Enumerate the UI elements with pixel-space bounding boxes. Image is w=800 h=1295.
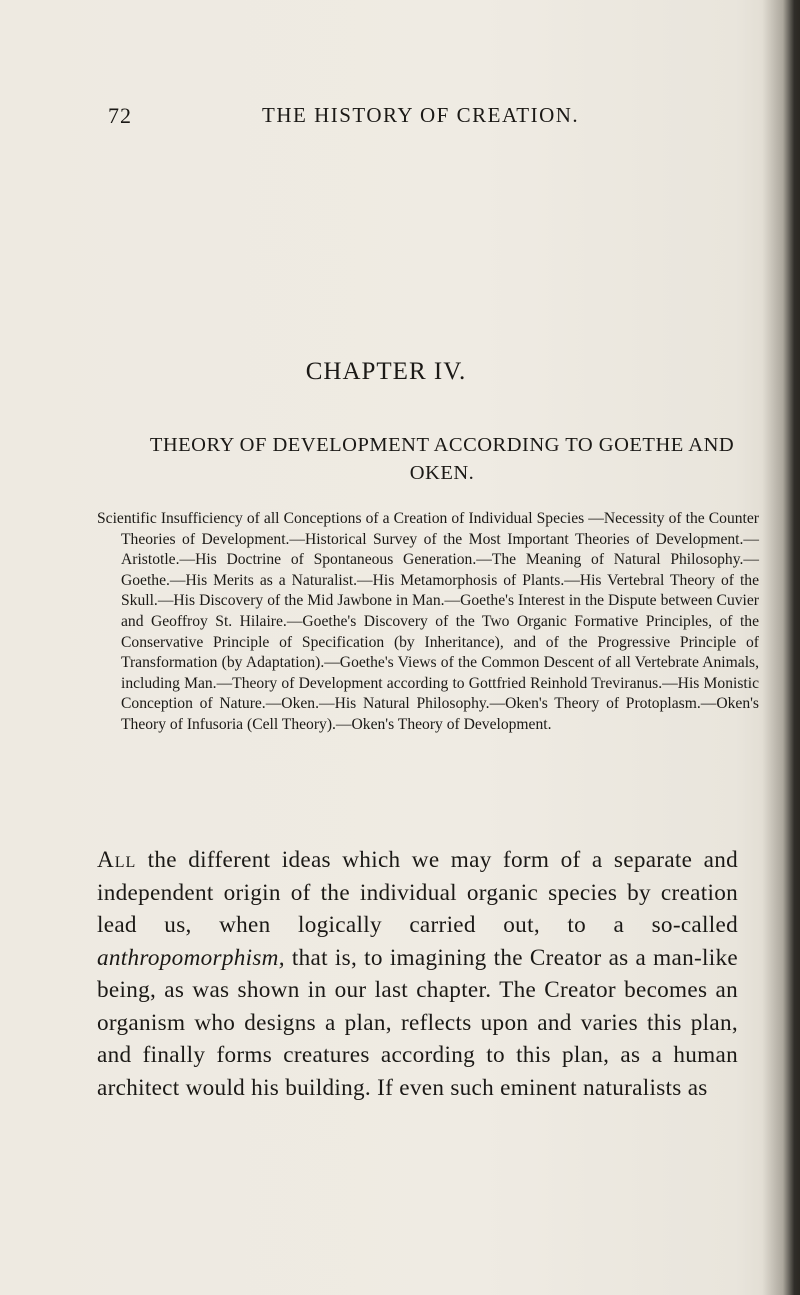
page-edge-shadow (762, 0, 800, 1295)
lead-word: All (97, 847, 137, 873)
body-text-part2: that is, to imagining the Creator as a man-like being, as was shown in our last chapter. The Creator becomes an organism who designs a plan, reflects upon and varies this plan, and finally forms creatures according to this plan, as a human architect would his building. If even such eminent naturalists as (97, 944, 738, 1101)
chapter-heading: THEORY OF DEVELOPMENT ACCORDING TO GOETHE AND OKEN. (149, 434, 735, 484)
page-number: 72 (108, 103, 132, 128)
chapter-synopsis: Scientific Insufficiency of all Conceptions of a Creation of Individual Species —Necessity of the Counter Theories of Development.—Historical Survey of the Most Important Theories of Development.—Aristotle.—His Doctrine of Spontaneous Generation.—The Meaning of Natural Philosophy.—Goethe.—His Merits as a Naturalist.—His Metamorphosis of Plants.—His Vertebral Theory of the Skull.—His Discovery of the Mid Jawbone in Man.—Goethe's Interest in the Dispute between Cuvier and Geoffroy St. Hilaire.—Goethe's Discovery of the Two Organic Formative Principles, of the Conservative Principle of Specification (by Inheritance), and of the Progressive Principle of Transformation (by Adaptation).—Goethe's Views of the Common Descent of all Vertebrate Animals, including Man.—Theory of Development according to Gottfried Reinhold Treviranus.—His Monistic Conception of Nature.—Oken.—His Natural Philosophy.—Oken's Theory of Protoplasm.—Oken's Theory of Infusoria (Cell Theory).—Oken's Theory of Development. (97, 510, 759, 733)
body-paragraph (97, 844, 738, 1104)
body-text-part1: the different ideas which we may form of a separate and independent origin of the individual organic species by creation lead us, when logically carried out, to a so-called (97, 847, 738, 938)
italic-term: anthropomorphism, (97, 944, 285, 971)
chapter-title: CHAPTER IV. (305, 358, 467, 385)
running-head: THE HISTORY OF CREATION. (262, 103, 580, 127)
